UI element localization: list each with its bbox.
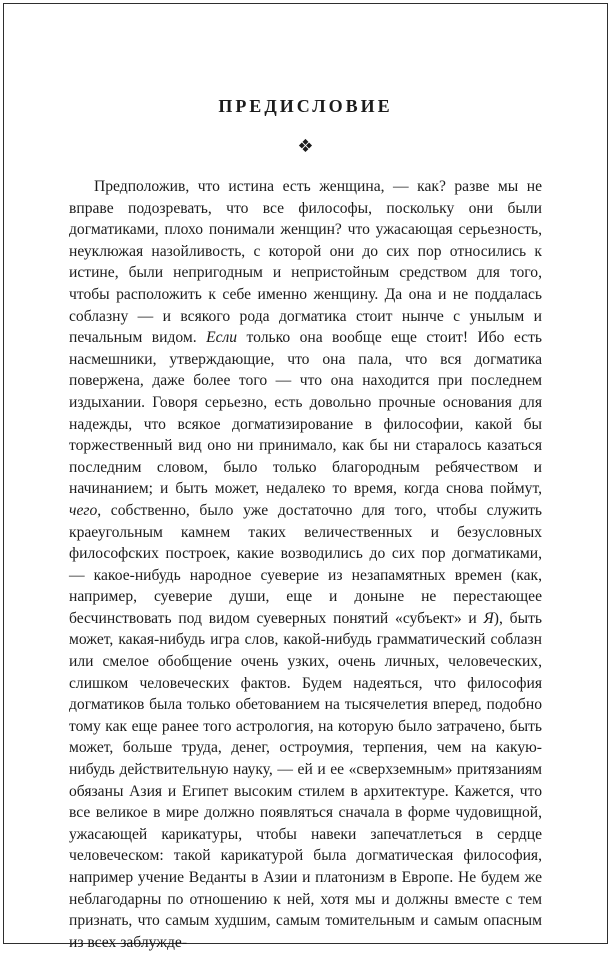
paragraph-segment: Предположив, что истина есть женщина, — как? разве мы не вправе подозревать, что все философы, поскольку они были догматиками, плохо понимали женщин? что ужасающая серьезность, неуклюжая назойливость, с которой они до сих пор относились к истине, были непригодным и непристойным средством для того, чтобы расположить к себе именно женщину. Да она и не поддалась соблазну — и всякого рода догматика стоит нынче с унылым и печальным видом.: [69, 178, 542, 347]
paragraph-segment-italic: Если: [206, 329, 238, 347]
paragraph-segment-italic: чего: [69, 501, 98, 519]
body-paragraph: [69, 176, 542, 953]
paragraph-segment-italic: Я: [483, 609, 494, 627]
paragraph-segment: только она вообще еще стоит! Ибо есть насмешники, утверждающие, что она пала, что вся догматика повержена, даже более того — что она находится при последнем издыхании. Говоря серьезно, есть довольно прочные основания для надежды, что всякое догматизирование в философии, какой бы торжественный вид оно ни принимало, как бы ни старалось казаться последним словом, было только благородным ребячеством и начинанием; и быть может, недалеко то время, когда снова поймут,: [69, 329, 542, 498]
fleuron-ornament-icon: ❖: [297, 136, 314, 157]
chapter-title: ПРЕДИСЛОВИЕ: [218, 96, 393, 116]
paragraph-segment: , собственно, было уже достаточно для того, чтобы служить краеугольным камнем таких величественных и безусловных философских построек, какие возводились до сих пор догматиками, — какое-нибудь народное суеверие из незапамятных времен (как, например, суеверие души, еще и доныне не перестающее бесчинствовать под видом суеверных понятий «субъект» и: [69, 501, 542, 627]
paragraph-segment: ), быть может, какая-нибудь игра слов, какой-нибудь грамматический соблазн или смелое обобщение очень узких, очень личных, человеческих, слишком человеческих фактов. Будем надеяться, что философия догматиков была только обетованием на тысячелетия вперед, подобно тому как еще ранее того астрология, на которую было затрачено, быть может, больше труда, денег, остроумия, терпения, чем на какую-нибудь действительную науку, — ей и ее «сверхземным» притязаниям обязаны Азия и Египет высоким стилем в архитектуре. Кажется, что все великое в мире должно появляться сначала в форме чудовищной, ужасающей карикатуры, чтобы навеки запечатлеться в сердце человеческом: такой карикатурой была догматическая философия, например учение Веданты в Азии и платонизм в Европе. Не будем же неблагодарны по отношению к ней, хотя мы и должны вместе с тем признать, что самым худшим, самым томительным и самым опасным из всех заблужде-: [69, 609, 542, 951]
